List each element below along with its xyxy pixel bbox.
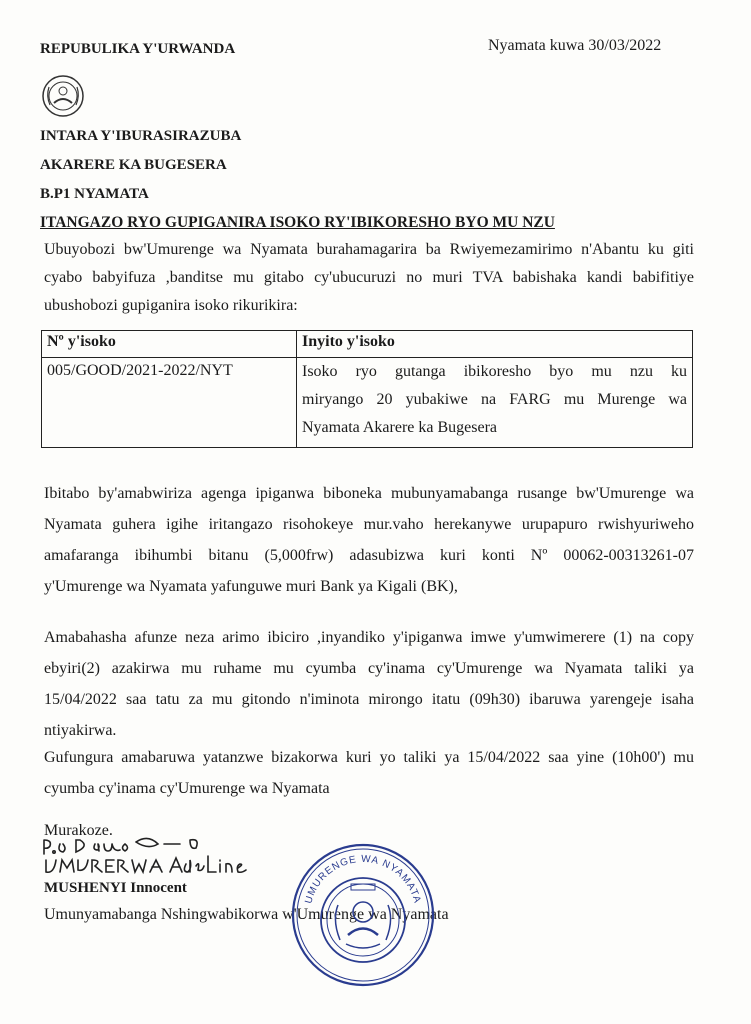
place-date: Nyamata kuwa 30/03/2022	[488, 37, 662, 54]
column-header-title: Inyito y'isoko	[297, 331, 693, 358]
description-line: miryango 20 yubakiwe na FARG mu Murenge wa	[302, 391, 687, 408]
paragraph-line: 15/04/2022 saa tatu za mu gitondo n'iminota mirongo itatu (09h30) ibaruwa yarengeje isaha	[44, 691, 694, 708]
po-box: B.P1 NYAMATA	[40, 186, 149, 202]
signatory-name: MUSHENYI Innocent	[44, 880, 187, 896]
paragraph-line: Ibitabo by'amabwiriza agenga ipiganwa biboneka mubunyamabanga rusange bw'Umurenge wa	[44, 485, 694, 502]
intro-line: Ubuyobozi bw'Umurenge wa Nyamata burahamagarira ba Rwiyemezamirimo n'Abantu ku giti	[44, 241, 694, 258]
paragraph-line: Gufungura amabaruwa yatanzwe bizakorwa kuri yo taliki ya 15/04/2022 saa yine (10h00') mu	[44, 749, 694, 766]
country-name: REPUBULIKA Y'URWANDA	[40, 41, 236, 57]
paragraph-line: y'Umurenge wa Nyamata yafunguwe muri Bank ya Kigali (BK),	[44, 578, 458, 595]
province-name: INTARA Y'IBURASIRAZUBA	[40, 128, 242, 144]
paragraph-line: ntiyakirwa.	[44, 722, 117, 739]
paragraph-line: cyumba cy'inama cy'Umurenge wa Nyamata	[44, 780, 330, 797]
table-header-row	[42, 331, 693, 358]
tender-description	[297, 358, 693, 448]
description-line: Nyamata Akarere ka Bugesera	[302, 419, 498, 436]
paragraph-line: amafaranga ibihumbi bitanu (5,000frw) adasubizwa kuri konti Nº 00062-00313261-07	[44, 547, 694, 564]
description-line: Isoko ryo gutanga ibikoresho byo mu nzu ku	[302, 363, 687, 380]
tender-table	[41, 330, 693, 448]
column-header-number: Nº y'isoko	[42, 331, 297, 358]
table-row	[42, 358, 693, 448]
paragraph-line: ebyiri(2) azakirwa mu ruhame mu cyumba cy'inama cy'Umurenge wa Nyamata taliki ya	[44, 660, 694, 677]
intro-paragraph	[44, 236, 694, 320]
handwritten-signature	[40, 836, 270, 878]
intro-line: ubushobozi gupiganira isoko rikurikira:	[44, 297, 298, 314]
document-title: ITANGAZO RYO GUPIGANIRA ISOKO RY'IBIKORESHO BYO MU NZU	[40, 214, 555, 231]
paragraph-line: Nyamata guhera igihe iritangazo risohokeye mur.vaho herekanywe urupapuro rwishyuriweho	[44, 516, 694, 533]
district-name: AKARERE KA BUGESERA	[40, 157, 227, 173]
stamp-text: UMURENGE WA NYAMATA	[303, 853, 423, 905]
closing-greeting: Murakoze.	[44, 822, 113, 839]
national-seal-icon	[37, 73, 89, 119]
intro-line: cyabo babyifuza ,banditse mu gitabo cy'ubucuruzi no muri TVA babishaka kandi babifitiye	[44, 269, 694, 286]
signatory-position: Umunyamabanga Nshingwabikorwa w'Umurenge wa Nyamata	[44, 906, 449, 923]
submission-paragraph	[44, 622, 694, 746]
documents-paragraph	[44, 478, 694, 602]
opening-paragraph	[44, 742, 694, 804]
paragraph-line: Amabahasha afunze neza arimo ibiciro ,inyandiko y'ipiganwa imwe y'umwimerere (1) na copy	[44, 629, 694, 646]
official-stamp	[288, 840, 438, 990]
tender-number: 005/GOOD/2021-2022/NYT	[42, 358, 297, 448]
